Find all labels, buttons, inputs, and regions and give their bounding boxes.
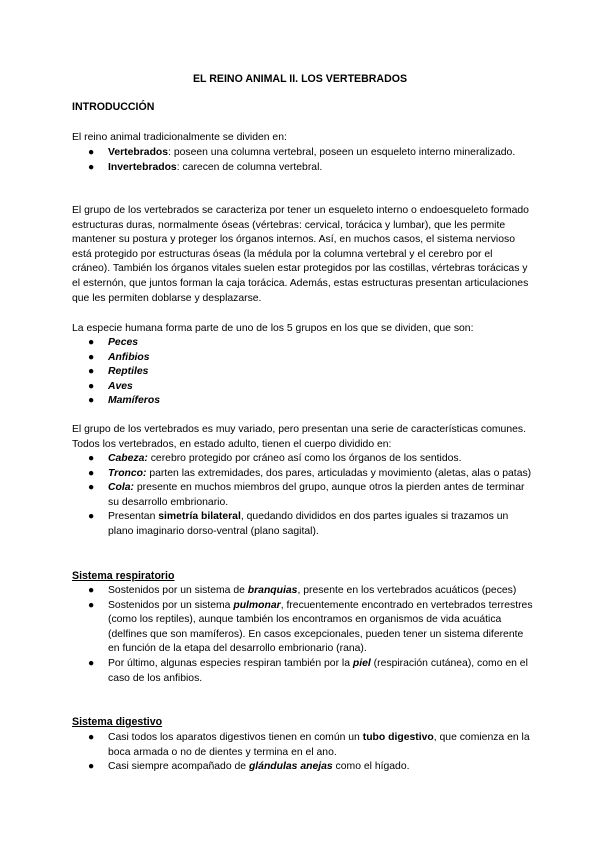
division-list: [72, 146, 534, 175]
cuerpo-list: [72, 452, 534, 540]
list-item: [72, 481, 534, 510]
list-item-text: : poseen una columna vertebral, poseen un esqueleto interno mineralizado.: [168, 147, 516, 158]
list-item-term: Cola:: [108, 482, 134, 494]
respiratorio-heading: Sistema respiratorio: [72, 570, 175, 582]
list-item-term: branquias: [247, 585, 298, 596]
list-item-text: Reptiles: [108, 366, 149, 378]
list-item-term: simetría bilateral: [158, 511, 241, 523]
list-item-term: pulmonar: [233, 599, 281, 611]
list-item-term: Tronco:: [108, 467, 147, 479]
list-item-text: Aves: [108, 380, 133, 392]
list-item: [72, 467, 534, 482]
bullet-icon: ●: [88, 351, 95, 363]
list-item-text: como el hígado.: [332, 761, 410, 773]
list-item-text: , quedando divididos en dos partes iguales si trazamos un plano imaginario dorso-ventral (plano sagital).: [108, 511, 509, 537]
list-item-term: Vertebrados: [108, 147, 169, 158]
list-item-text: Sostenidos por un sistema de: [108, 585, 248, 596]
bullet-icon: ●: [88, 657, 95, 669]
intro-heading: INTRODUCCIÓN: [72, 101, 155, 113]
list-item-term: Invertebrados: [108, 161, 177, 173]
intro-paragraph: El reino animal tradicionalmente se dividen en:: [72, 132, 287, 143]
bullet-icon: ●: [88, 761, 95, 773]
bullet-icon: ●: [88, 482, 95, 494]
list-item: [72, 510, 534, 539]
list-item: [72, 584, 534, 599]
list-item-term: glándulas anejas: [248, 761, 333, 773]
respiratorio-list: [72, 584, 534, 686]
list-item-text: Mamíferos: [108, 395, 160, 407]
list-item-term: tubo digestivo: [362, 732, 434, 743]
list-item: [72, 599, 534, 657]
bullet-icon: ●: [88, 337, 95, 348]
list-item: [72, 452, 534, 467]
list-item: [72, 146, 534, 161]
digestivo-heading: Sistema digestivo: [72, 716, 163, 728]
bullet-icon: ●: [88, 366, 95, 378]
list-item-text: , frecuentemente encontrado en vertebrados terrestres (como los reptiles), aunque también los encontramos en organismos de vida acuática (delfines que son mamíferos). En casos excepcionales, pueden tener un sistema diferente en función de la etapa del desarrollo embrionario (rana).: [108, 599, 533, 655]
bullet-icon: ●: [88, 467, 95, 479]
bullet-icon: ●: [88, 395, 95, 407]
document-title: EL REINO ANIMAL II. LOS VERTEBRADOS: [192, 73, 408, 85]
list-item: [72, 365, 534, 380]
list-item-text: Sostenidos por un sistema: [108, 599, 234, 611]
bullet-icon: ●: [88, 732, 95, 743]
list-item-text: parten las extremidades, dos pares, articuladas y movimiento (aletas, alas o patas): [146, 467, 532, 479]
vertebrados-paragraph: El grupo de los vertebrados se caracteriza por tener un esqueleto interno o endoesqueleto formado estructuras duras, normalmente óseas (vértebras: cervical, torácica y lumbar), que les permite mantener su postura y proteger los órganos internos. Así, en muchos casos, el sistema nervioso está protegido por estructuras óseas (la médula por la columna vertebral y el cerebro por el cráneo). También los órganos vitales suelen estar protegidos por las costillas, vértebras torácicas y el esternón, que juntos forman la caja torácica. Además, estas estructuras presentan articulaciones que les permiten doblarse y desplazarse.: [72, 205, 529, 304]
list-item-text: Casi todos los aparatos digestivos tienen en común un: [108, 732, 363, 743]
bullet-icon: ●: [88, 161, 95, 173]
list-item-text: cerebro protegido por cráneo así como los órganos de los sentidos.: [147, 453, 462, 464]
list-item: [72, 336, 534, 351]
bullet-icon: ●: [88, 453, 95, 464]
bullet-icon: ●: [88, 147, 95, 158]
bullet-icon: ●: [88, 511, 95, 523]
list-item-text: : carecen de columna vertebral.: [176, 161, 323, 173]
bullet-icon: ●: [88, 380, 95, 392]
list-item-text: , presente en los vertebrados acuáticos (peces): [297, 585, 517, 596]
list-item-term: Cabeza:: [108, 453, 148, 464]
digestivo-list: [72, 731, 534, 775]
bullet-icon: ●: [88, 585, 95, 596]
list-item-text: presente en muchos miembros del grupo, aunque otros la pierden antes de terminar su desarrollo embrionario.: [108, 482, 525, 508]
list-item-term: piel: [352, 657, 371, 669]
list-item: [72, 161, 534, 176]
list-item: [72, 760, 534, 775]
list-item-text: Peces: [108, 337, 139, 348]
grupos-list: [72, 336, 534, 409]
list-item: [72, 394, 534, 409]
list-item: [72, 351, 534, 366]
list-item: [72, 380, 534, 395]
list-item-text: Presentan: [108, 511, 159, 523]
list-item-text: Por último, algunas especies respiran también por la: [108, 657, 353, 669]
list-item: [72, 731, 534, 760]
cuerpo-paragraph: El grupo de los vertebrados es muy variado, pero presentan una serie de características comunes. Todos los vertebrados, en estado adulto, tienen el cuerpo dividido en:: [72, 424, 526, 450]
grupos-paragraph: La especie humana forma parte de uno de los 5 grupos en los que se dividen, que son:: [72, 323, 474, 334]
list-item-text: (respiración cutánea), como en el caso de los anfibios.: [108, 657, 528, 684]
list-item: [72, 657, 534, 686]
list-item-text: Anfibios: [108, 351, 150, 363]
bullet-icon: ●: [88, 599, 95, 611]
list-item-text: , que comienza en la boca armada o no de dientes y termina en el ano.: [108, 732, 530, 758]
list-item-text: Casi siempre acompañado de: [108, 761, 249, 773]
